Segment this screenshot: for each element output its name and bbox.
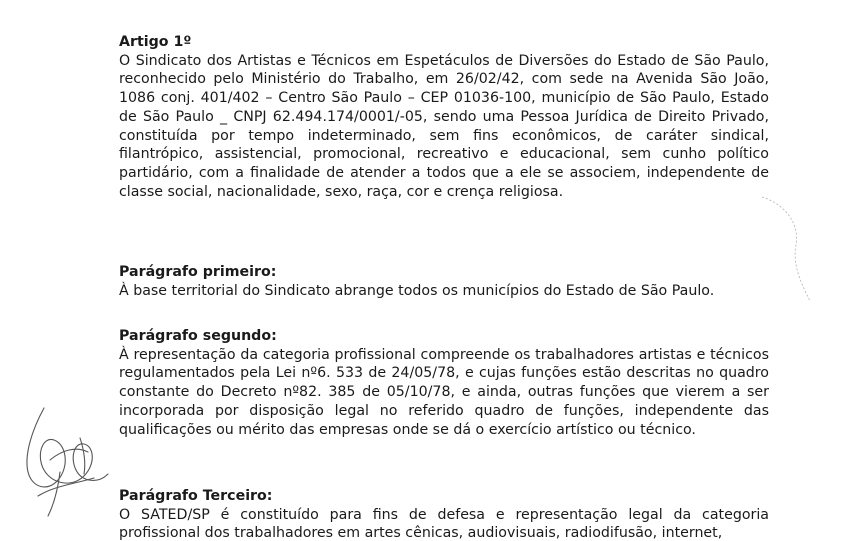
article-1 (119, 33, 769, 201)
paragraph-3-text: O SATED/SP é constituído para fins de defesa e representação legal da categoria profissional dos trabalhadores em artes cênicas, audiovisuais, radiodifusão, internet, (119, 506, 769, 541)
paragraph-2-title: Parágrafo segundo: (119, 328, 277, 344)
handwritten-signature (14, 400, 124, 520)
paragraph-1 (119, 263, 769, 300)
paragraph-1-text: À base territorial do Sindicato abrange todos os municípios do Estado de São Paulo. (119, 282, 715, 299)
margin-mark (760, 185, 820, 305)
article-1-text: O Sindicato dos Artistas e Técnicos em Espetáculos de Diversões do Estado de São Paulo, reconhecido pelo Ministério do Trabalho, em 26/02/42, com sede na Avenida São João, 1086 conj. 401/402 – Centro São Paulo – CEP 01036-100, município de São Paulo, Estado de São Paulo _ CNPJ 62.494.174/0001/-05, sendo uma Pessoa Jurídica de Direito Privado, constituída por tempo indeterminado, sem fins econômicos, de caráter sindical, filantrópico, assistencial, promocional, recreativo e educacional, sem cunho político partidário, com a finalidade de atender a todos que a ele se associem, independente de classe social, nacionalidade, sexo, raça, cor e crença religiosa. (119, 52, 769, 200)
article-1-title: Artigo 1º (119, 34, 192, 50)
paragraph-3 (119, 487, 769, 541)
paragraph-1-title: Parágrafo primeiro: (119, 264, 277, 280)
paragraph-3-title: Parágrafo Terceiro: (119, 488, 273, 504)
paragraph-2 (119, 327, 769, 439)
paragraph-2-text: À representação da categoria profissional compreende os trabalhadores artistas e técnicos regulamentados pela Lei nº6. 533 de 24/05/78, e cujas funções estão descritas no quadro constante do Decreto nº82. 385 de 05/10/78, e ainda, outras funções que vierem a ser incorporada por disposição legal no referido quadro de funções, independente das qualificações ou mérito das empresas onde se dá o exercício artístico ou técnico. (119, 346, 769, 438)
